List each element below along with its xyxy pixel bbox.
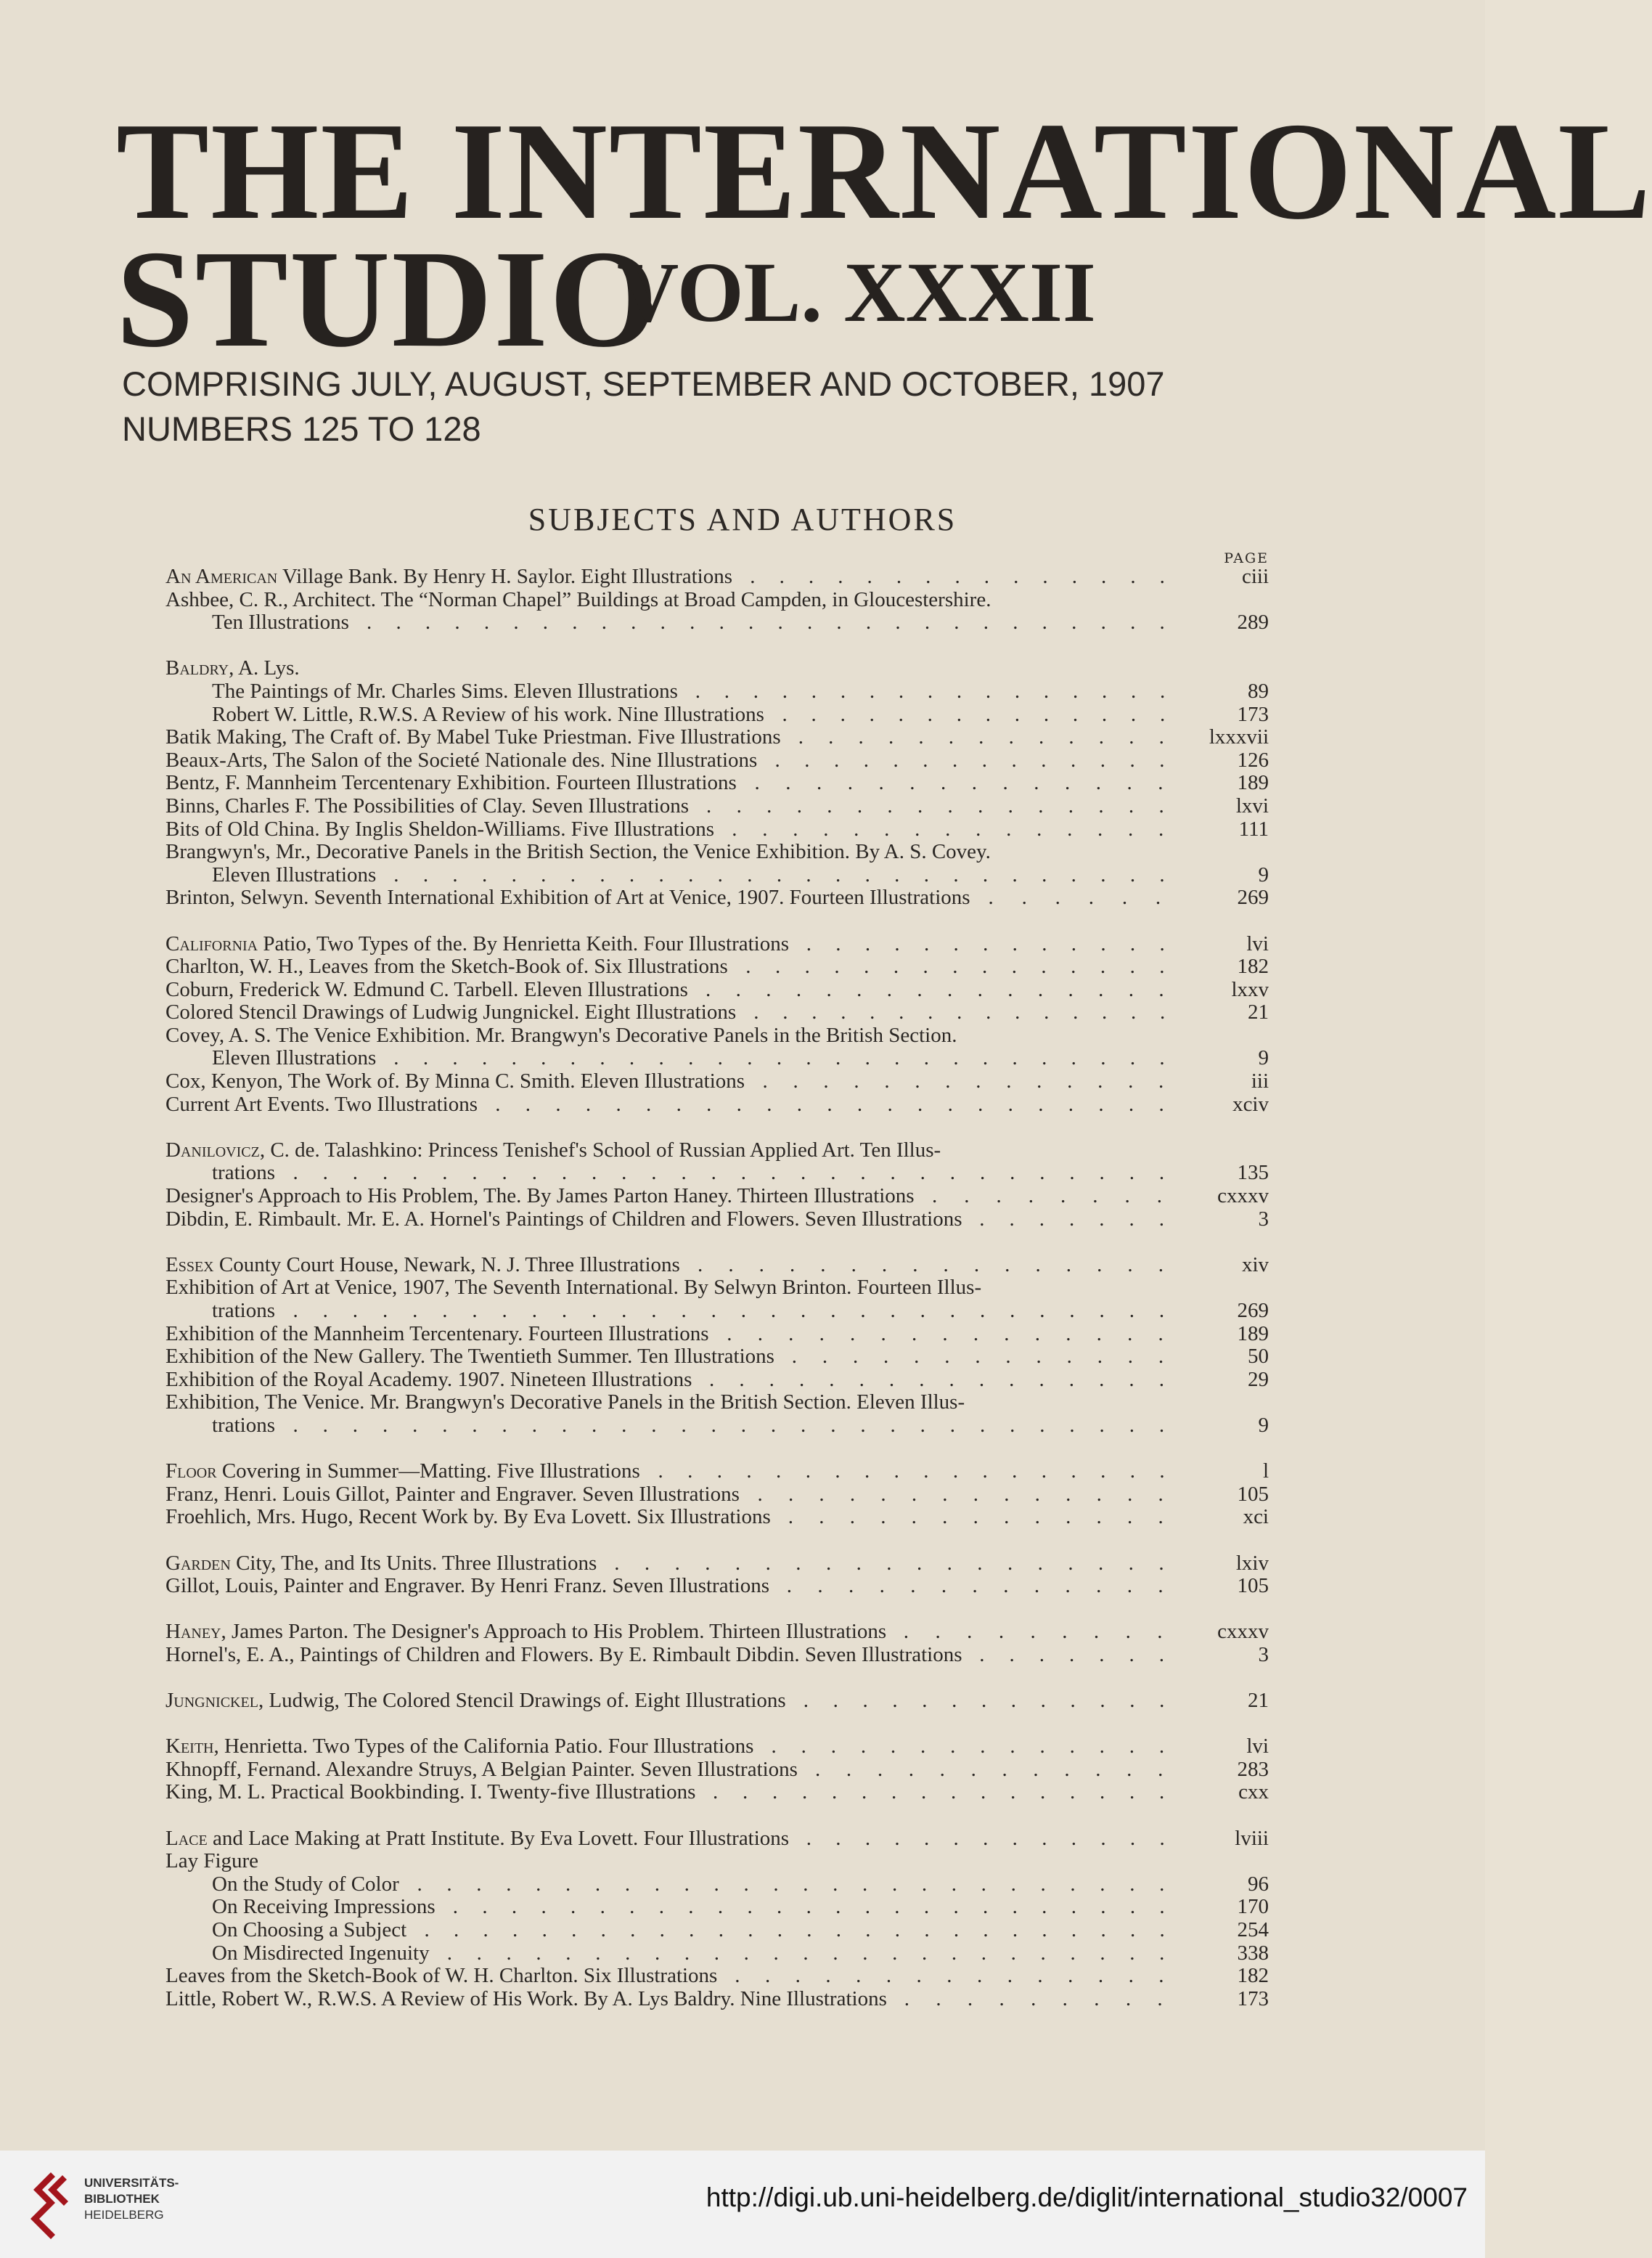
entry-lead-word: Baldry: [165, 656, 229, 680]
index-entry: [165, 1919, 1269, 1942]
entry-title: Little, Robert W., R.W.S. A Review of His Work. By A. Lys Baldry. Nine Illustrations: [165, 1986, 887, 2010]
entry-page-number: 105: [1237, 1574, 1269, 1598]
entry-text: [165, 749, 757, 773]
index-entry: [165, 1300, 1269, 1323]
entry-title: Bentz, F. Mannheim Tercentenary Exhibition. Fourteen Illustrations: [165, 771, 737, 795]
entry-title: Exhibition of Art at Venice, 1907, The Seventh International. By Selwyn Brinton. Fourteen Illus-: [165, 1276, 982, 1300]
index-entry: [165, 818, 1269, 841]
entry-text: [165, 589, 991, 612]
entry-text: [165, 1965, 717, 1988]
entry-lead-word: Haney: [165, 1620, 221, 1644]
entry-text: [165, 657, 300, 680]
index-entry: [165, 589, 1269, 612]
dot-leader: .........: [904, 1986, 1189, 2010]
entry-title: Exhibition of the New Gallery. The Twentieth Summer. Ten Illustrations: [165, 1345, 774, 1369]
index-entry: [165, 566, 1269, 589]
entry-title: , Ludwig, The Colored Stencil Drawings of. Eight Illustrations: [258, 1689, 786, 1713]
entry-text: [165, 1690, 786, 1713]
entry-text: [165, 1391, 965, 1414]
entry-title: On Receiving Impressions: [212, 1895, 436, 1919]
entry-text: [165, 1552, 597, 1576]
dot-leader: ..............................: [293, 1161, 1189, 1185]
entry-text: [165, 1827, 789, 1851]
entry-lead-word: Essex: [165, 1252, 214, 1276]
entry-lead-word: Garden: [165, 1551, 231, 1575]
entry-page-number: 3: [1258, 1642, 1269, 1666]
library-line-2: BIBLIOTHEK: [84, 2192, 160, 2206]
entry-page-number: 9: [1258, 1046, 1269, 1070]
entry-title: Beaux-Arts, The Salon of the Societé Nationale des. Nine Illustrations: [165, 748, 758, 772]
index-group: [165, 1621, 1269, 1666]
entry-page-number: 289: [1237, 611, 1269, 635]
entry-lead-word: California: [165, 932, 258, 955]
index-entry: [165, 1552, 1269, 1576]
index-entry: [165, 1896, 1269, 1919]
entry-text: [165, 1988, 887, 2011]
library-line-3: HEIDELBERG: [84, 2208, 164, 2222]
entry-page-number: 254: [1237, 1918, 1269, 1942]
index-group: [165, 566, 1269, 635]
entry-title: Eleven Illustrations: [212, 1046, 377, 1070]
entry-page-number: 21: [1248, 1689, 1269, 1713]
index-entries: [165, 566, 1269, 2034]
dot-leader: .............: [806, 1826, 1189, 1850]
index-group: [165, 1139, 1269, 1231]
entry-page-number: 135: [1237, 1161, 1269, 1185]
entry-page-number: 283: [1237, 1757, 1269, 1781]
entry-title: King, M. L. Practical Bookbinding. I. Twenty-five Illustrations: [165, 1780, 696, 1804]
index-entry: [165, 1942, 1269, 1965]
index-entry: [165, 1047, 1269, 1070]
dot-leader: .............: [803, 1689, 1189, 1713]
index-entry: [165, 1208, 1269, 1231]
entry-lead-word: Keith: [165, 1735, 214, 1758]
index-entry: [165, 1621, 1269, 1644]
entry-page-number: 111: [1238, 817, 1269, 841]
entry-title: Leaves from the Sketch-Book of W. H. Charlton. Six Illustrations: [165, 1964, 718, 1988]
entry-title: Designer's Approach to His Problem, The. By James Parton Haney. Thirteen Illustrations: [165, 1184, 915, 1208]
entry-text: [165, 1185, 915, 1208]
entry-page-number: 173: [1237, 702, 1269, 726]
entry-text: [212, 1942, 430, 1965]
entry-page-number: 173: [1237, 1986, 1269, 2010]
index-entry: [165, 611, 1269, 635]
entry-title: trations: [212, 1161, 275, 1185]
dot-leader: ..................: [658, 1459, 1189, 1483]
dot-leader: ..............: [757, 1482, 1189, 1506]
entry-title: , Henrietta. Two Types of the California Patio. Four Illustrations: [213, 1735, 754, 1758]
entry-text: [212, 1414, 275, 1438]
entry-page-number: 105: [1237, 1482, 1269, 1506]
index-entry: [165, 1070, 1269, 1093]
entry-text: [165, 566, 732, 589]
dot-leader: .......: [979, 1207, 1189, 1231]
entry-text: [165, 955, 728, 979]
entry-text: [165, 726, 781, 749]
index-entry: [165, 1850, 1269, 1873]
entry-page-number: cxxxv: [1217, 1620, 1269, 1644]
dot-leader: ..............................: [293, 1299, 1189, 1322]
dot-leader: ...............: [753, 1000, 1189, 1024]
entry-page-number: cxx: [1238, 1780, 1269, 1804]
entry-text: [165, 772, 737, 795]
entry-lead-word: Jungnickel: [165, 1689, 258, 1713]
entry-page-number: 96: [1248, 1872, 1269, 1896]
entry-page-number: 9: [1258, 1413, 1269, 1437]
entry-title: Bits of Old China. By Inglis Sheldon-Williams. Five Illustrations: [165, 817, 715, 841]
entry-title: Batik Making, The Craft of. By Mabel Tuke Priestman. Five Illustrations: [165, 725, 781, 749]
entry-title: trations: [212, 1299, 275, 1322]
index-entry: [165, 1758, 1269, 1782]
entry-title: Gillot, Louis, Painter and Engraver. By Henri Franz. Seven Illustrations: [165, 1574, 769, 1598]
entry-text: [165, 1781, 695, 1804]
dot-leader: ............................: [367, 611, 1189, 635]
entry-text: [212, 680, 678, 704]
dot-leader: .................: [695, 679, 1189, 703]
index-entry: [165, 680, 1269, 704]
dot-leader: .............: [798, 725, 1189, 749]
dot-leader: ................: [709, 1367, 1189, 1391]
dot-leader: ..............: [754, 771, 1189, 795]
entry-title: Covering in Summer—Matting. Five Illustrations: [216, 1459, 640, 1483]
index-entry: [165, 1965, 1269, 1988]
entry-page-number: lxxxvii: [1209, 725, 1269, 749]
entry-text: [165, 795, 689, 818]
dot-leader: .........................: [446, 1941, 1189, 1965]
index-entry: [165, 1391, 1269, 1414]
entry-page-number: 9: [1258, 863, 1269, 887]
entry-text: [165, 887, 970, 910]
entry-title: City, The, and Its Units. Three Illustrations: [230, 1551, 597, 1575]
dot-leader: ...............: [732, 817, 1189, 841]
entry-title: Village Bank. By Henry H. Saylor. Eight Illustrations: [277, 565, 733, 588]
dot-leader: ...............: [745, 955, 1189, 979]
entry-page-number: 189: [1237, 771, 1269, 795]
entry-page-number: xci: [1243, 1505, 1269, 1529]
entry-title: , A. Lys.: [229, 656, 300, 680]
index-entry: [165, 1827, 1269, 1851]
footer-bar: [0, 2151, 1485, 2258]
index-entry: [165, 1276, 1269, 1300]
index-entry: [165, 1781, 1269, 1804]
issue-subtitle: [122, 362, 1165, 452]
dot-leader: ..............: [782, 702, 1189, 726]
entry-text: [165, 1758, 798, 1782]
entry-page-number: 50: [1248, 1345, 1269, 1369]
library-line-1: UNIVERSITÄTS-: [84, 2176, 179, 2190]
entry-title: On Choosing a Subject: [212, 1918, 407, 1942]
entry-page-number: iii: [1251, 1069, 1269, 1093]
entry-page-number: lvi: [1246, 932, 1269, 955]
entry-page-number: 89: [1248, 679, 1269, 703]
entry-text: [165, 841, 991, 864]
entry-page-number: cxxxv: [1217, 1184, 1269, 1208]
entry-title: Exhibition of the Mannheim Tercentenary. Fourteen Illustrations: [165, 1321, 709, 1345]
source-url-link[interactable]: http://digi.ub.uni-heidelberg.de/diglit/international_studio32/0007: [706, 2182, 1468, 2212]
entry-page-number: lxvi: [1235, 794, 1269, 818]
entry-title: Exhibition, The Venice. Mr. Brangwyn's Decorative Panels in the British Section. Eleven Illus-: [165, 1390, 965, 1414]
entry-title: , James Parton. The Designer's Approach to His Problem. Thirteen Illustrations: [221, 1620, 887, 1644]
index-group: [165, 933, 1269, 1117]
entry-title: Hornel's, E. A., Paintings of Children and Flowers. By E. Rimbault Dibdin. Seven Illustrations: [165, 1642, 962, 1666]
dot-leader: .............: [788, 1505, 1189, 1529]
index-group: [165, 1254, 1269, 1438]
entry-page-number: lviii: [1235, 1826, 1269, 1850]
entry-title: The Paintings of Mr. Charles Sims. Eleven Illustrations: [212, 679, 678, 703]
entry-text: [165, 1093, 478, 1117]
entry-title: Coburn, Frederick W. Edmund C. Tarbell. Eleven Illustrations: [165, 977, 688, 1001]
entry-text: [165, 1323, 709, 1346]
index-entry: [165, 933, 1269, 956]
dot-leader: ...............: [750, 565, 1189, 588]
entry-page-number: 182: [1237, 1964, 1269, 1988]
entry-page-number: 21: [1248, 1000, 1269, 1024]
index-group: [165, 1552, 1269, 1598]
index-entry: [165, 1483, 1269, 1507]
entry-lead-word: An American: [165, 565, 278, 588]
dot-leader: ......: [988, 886, 1189, 910]
entry-title: Brinton, Selwyn. Seventh International Exhibition of Art at Venice, 1907. Fourteen Illustrations: [165, 886, 970, 910]
index-entry: [165, 657, 1269, 680]
index-entry: [165, 1735, 1269, 1758]
entry-lead-word: Danilovicz: [165, 1138, 260, 1162]
dot-leader: ...................: [614, 1551, 1189, 1575]
index-entry: [165, 1414, 1269, 1438]
index-entry: [165, 1369, 1269, 1392]
dot-leader: .............: [786, 1574, 1189, 1598]
dot-leader: ..............................: [293, 1413, 1189, 1437]
dot-leader: ..........................: [424, 1918, 1189, 1942]
entry-text: [165, 979, 688, 1002]
entry-title: Binns, Charles F. The Possibilities of Clay. Seven Illustrations: [165, 794, 690, 818]
entry-title: Cox, Kenyon, The Work of. By Minna C. Smith. Eleven Illustrations: [165, 1069, 745, 1093]
index-entry: [165, 979, 1269, 1002]
entry-page-number: 126: [1237, 748, 1269, 772]
entry-title: Franz, Henri. Louis Gillot, Painter and Engraver. Seven Illustrations: [165, 1482, 740, 1506]
dot-leader: ........: [932, 1184, 1189, 1208]
dot-leader: ................: [706, 794, 1189, 818]
index-entry: [165, 1001, 1269, 1024]
entry-title: Covey, A. S. The Venice Exhibition. Mr. Brangwyn's Decorative Panels in the British Section.: [165, 1023, 957, 1047]
entry-title: On Misdirected Ingenuity: [212, 1941, 430, 1965]
entry-text: [212, 1919, 406, 1942]
dot-leader: ............: [815, 1757, 1189, 1781]
index-entry: [165, 864, 1269, 887]
entry-text: [165, 1070, 745, 1093]
entry-text: [212, 864, 376, 887]
entry-page-number: 170: [1237, 1895, 1269, 1919]
entry-text: [165, 1139, 941, 1162]
entry-title: On the Study of Color: [212, 1872, 399, 1896]
title-line-2: STUDIO: [116, 221, 660, 376]
index-entry: [165, 726, 1269, 749]
entry-text: [165, 1735, 753, 1758]
entry-title: , C. de. Talashkino: Princess Tenishef's School of Russian Applied Art. Ten Illus-: [259, 1138, 941, 1162]
dot-leader: ..............: [774, 748, 1189, 772]
entry-title: and Lace Making at Pratt Institute. By Eva Lovett. Four Illustrations: [207, 1826, 790, 1850]
university-library-logo-icon: [26, 2168, 75, 2241]
entry-page-number: 269: [1237, 886, 1269, 910]
index-entry: [165, 1185, 1269, 1208]
index-entry: [165, 1254, 1269, 1277]
entry-text: [212, 611, 349, 635]
entry-text: [212, 1873, 399, 1896]
index-entry: [165, 1644, 1269, 1667]
entry-text: [165, 1276, 981, 1300]
entry-text: [165, 1460, 640, 1483]
entry-text: [212, 704, 764, 727]
entry-text: [212, 1300, 275, 1323]
entry-page-number: 338: [1237, 1941, 1269, 1965]
index-group: [165, 1735, 1269, 1804]
index-entry: [165, 1690, 1269, 1713]
page-column-label: PAGE: [1224, 550, 1269, 566]
index-entry: [165, 1873, 1269, 1896]
index-entry: [165, 1575, 1269, 1598]
dot-leader: .............: [806, 932, 1189, 955]
dot-leader: .........................: [452, 1895, 1189, 1919]
index-entry: [165, 795, 1269, 818]
index-entry: [165, 749, 1269, 773]
title-line-1: THE INTERNATIONAL: [116, 94, 1652, 248]
entry-title: Patio, Two Types of the. By Henrietta Keith. Four Illustrations: [258, 932, 789, 955]
dot-leader: ..........................: [417, 1872, 1189, 1896]
entry-text: [165, 933, 789, 956]
entry-page-number: 3: [1258, 1207, 1269, 1231]
index-entry: [165, 841, 1269, 864]
index-entry: [165, 1024, 1269, 1048]
dot-leader: ...............: [735, 1964, 1189, 1988]
entry-title: Khnopff, Fernand. Alexandre Struys, A Belgian Painter. Seven Illustrations: [165, 1757, 798, 1781]
entry-text: [165, 1369, 692, 1392]
entry-text: [165, 818, 714, 841]
entry-title: Brangwyn's, Mr., Decorative Panels in the British Section, the Venice Exhibition. By A. S. Covey.: [165, 840, 991, 864]
entry-title: Ashbee, C. R., Architect. The “Norman Chapel” Buildings at Broad Campden, in Gloucestershire.: [165, 587, 991, 611]
index-entry: [165, 887, 1269, 910]
index-group: [165, 1827, 1269, 2011]
entry-page-number: lxiv: [1235, 1551, 1269, 1575]
entry-text: [212, 1896, 436, 1919]
index-entry: [165, 1345, 1269, 1369]
dot-leader: ...........................: [393, 1046, 1189, 1070]
entry-title: Charlton, W. H., Leaves from the Sketch-Book of. Six Illustrations: [165, 955, 728, 979]
entry-title: Dibdin, E. Rimbault. Mr. E. A. Hornel's Paintings of Children and Flowers. Seven Illustrations: [165, 1207, 962, 1231]
entry-page-number: ciii: [1241, 565, 1269, 588]
entry-text: [212, 1162, 275, 1185]
index-group: [165, 1690, 1269, 1713]
entry-text: [165, 1254, 680, 1277]
index-entry: [165, 1323, 1269, 1346]
dot-leader: .......: [979, 1642, 1189, 1666]
entry-text: [165, 1621, 886, 1644]
dot-leader: ...............: [727, 1321, 1189, 1345]
dot-leader: ..............: [771, 1735, 1189, 1758]
entry-title: Ten Illustrations: [212, 611, 349, 635]
entry-page-number: 269: [1237, 1299, 1269, 1322]
volume-label: VOL. XXXII: [617, 245, 1096, 340]
subtitle-line-2: NUMBERS 125 TO 128: [122, 409, 481, 448]
subtitle-line-1: COMPRISING JULY, AUGUST, SEPTEMBER AND OCTOBER, 1907: [122, 364, 1165, 403]
index-group: [165, 1460, 1269, 1529]
entry-page-number: lxxv: [1231, 977, 1269, 1001]
entry-title: Froehlich, Mrs. Hugo, Recent Work by. By Eva Lovett. Six Illustrations: [165, 1505, 771, 1529]
index-entry: [165, 1460, 1269, 1483]
section-heading: SUBJECTS AND AUTHORS: [528, 502, 957, 537]
entry-page-number: xciv: [1232, 1092, 1269, 1116]
entry-title: Lay Figure: [165, 1849, 259, 1873]
dot-leader: ................: [706, 977, 1189, 1001]
entry-text: [165, 1345, 774, 1369]
entry-page-number: 29: [1248, 1367, 1269, 1391]
entry-page-number: l: [1262, 1459, 1269, 1483]
index-entry: [165, 704, 1269, 727]
entry-text: [165, 1208, 962, 1231]
index-entry: [165, 955, 1269, 979]
entry-lead-word: Lace: [165, 1826, 208, 1850]
entry-title: Exhibition of the Royal Academy. 1907. Nineteen Illustrations: [165, 1367, 692, 1391]
entry-text: [165, 1506, 771, 1529]
entry-title: County Court House, Newark, N. J. Three Illustrations: [213, 1252, 680, 1276]
entry-title: Colored Stencil Drawings of Ludwig Jungnickel. Eight Illustrations: [165, 1000, 737, 1024]
entry-text: [165, 1001, 736, 1024]
dot-leader: .............: [791, 1345, 1189, 1369]
entry-text: [165, 1483, 740, 1507]
dot-leader: ...........................: [393, 863, 1189, 887]
dot-leader: ..............: [762, 1069, 1189, 1093]
entry-title: Current Art Events. Two Illustrations: [165, 1092, 478, 1116]
index-entry: [165, 1139, 1269, 1162]
entry-page-number: xiv: [1241, 1252, 1269, 1276]
index-entry: [165, 1988, 1269, 2011]
dot-leader: .......................: [495, 1092, 1189, 1116]
dot-leader: ................: [698, 1252, 1189, 1276]
entry-page-number: 189: [1237, 1321, 1269, 1345]
entry-text: [165, 1024, 957, 1048]
index-entry: [165, 1506, 1269, 1529]
dot-leader: ................: [713, 1780, 1189, 1804]
entry-page-number: lvi: [1246, 1735, 1269, 1758]
entry-text: [165, 1575, 769, 1598]
entry-title: Eleven Illustrations: [212, 863, 377, 887]
library-name: [84, 2175, 179, 2223]
entry-page-number: 182: [1237, 955, 1269, 979]
entry-title: Robert W. Little, R.W.S. A Review of his work. Nine Illustrations: [212, 702, 764, 726]
index-group: [165, 657, 1269, 910]
index-entry: [165, 772, 1269, 795]
entry-text: [165, 1644, 962, 1667]
entry-text: [165, 1850, 258, 1873]
entry-lead-word: Floor: [165, 1459, 217, 1483]
entry-text: [212, 1047, 376, 1070]
index-entry: [165, 1093, 1269, 1117]
entry-title: trations: [212, 1413, 275, 1437]
index-entry: [165, 1162, 1269, 1185]
dot-leader: .........: [903, 1620, 1189, 1644]
